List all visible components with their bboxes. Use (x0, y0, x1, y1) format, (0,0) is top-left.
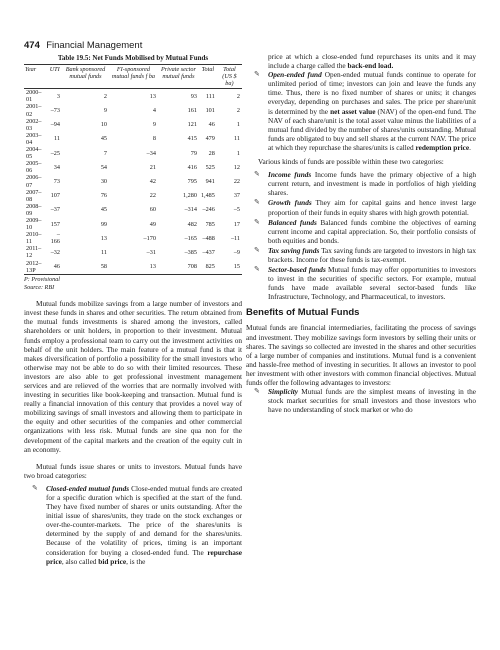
fund-kind-term: Sector-based funds (268, 265, 326, 275)
fund-kind-term: Income funds (268, 170, 312, 180)
fund-kind-term: Growth funds (268, 198, 312, 208)
table-cell: 1 (236, 149, 240, 157)
table-cell: 99 (100, 220, 107, 228)
table-note-provisional: P: Provisional (24, 275, 61, 283)
table-cell: 3 (56, 92, 60, 100)
table-cell: 111 (206, 92, 215, 100)
table-cell: 79 (190, 149, 197, 157)
table-cell: 708 (158, 260, 199, 275)
table-row (24, 203, 242, 217)
pencil-hand-icon: ✎ (254, 265, 260, 274)
table-cell: 2012–13P (24, 260, 47, 275)
table-cell: –385 (184, 248, 197, 256)
page-header (24, 40, 142, 51)
left-column (24, 52, 242, 567)
table-cell: 1 (236, 121, 240, 129)
table-cell: 1,280 (183, 192, 197, 200)
table-cell: 10 (100, 121, 107, 129)
paragraph-benefits: Mutual funds are financial intermediaries, facilitating the process of savings and investment. They mobilize savings form investors by selling their units or shares. The savings so collected are invested in the shares and other securities of a large number of companies and institutions. Mutual fund is a convenient and hassle-free method of investing in securities. It allows an investor to pool her investment with other investors with common financial objectives. Mutual funds offer the following advantages to investors: (246, 323, 476, 387)
paragraph-intro: Mutual funds mobilize savings from a large number of investors and invest these funds in shares and other securities. The return obtained from the mutual funds investments is shared among the investors, called shareholders or unit holders, in proportion to their investment. Mutual funds employ a professional team to carry out the investment activities on behalf of the unit holders. The main feature of a mutual fund is that it makes diversification of portfolio a possibility for the small investors who otherwise may not be able to do so with their limited resources. These investors are also able to get professional investment management services and are relieved of the worries that are normally involved with investing in securities like book-keeping and transaction. Mutual fund is really a financial innovation of this century that provides a novel way of mobilizing savings of small investors and allowing them to participate in the equity and other securities of the companies and other commercial organizations with less risk. Mutual funds are sine qua non for the development of the capital markets and the creation of the equity cult in an economy. (24, 299, 242, 454)
table-row (24, 146, 242, 160)
table-caption: Table 19.5: Net Funds Mobilised by Mutual Funds (57, 54, 209, 62)
table-cell: 93 (190, 92, 197, 100)
table-cell: 101 (205, 107, 215, 115)
pencil-hand-icon: ✎ (254, 170, 260, 179)
table-row (24, 132, 242, 146)
table-cell: 15 (217, 260, 242, 275)
text-span: , is the (126, 556, 146, 566)
table-cell: 13 (109, 260, 158, 275)
list-item-fund-kind (246, 246, 476, 264)
table-cell: 8 (152, 135, 156, 143)
text-span: Mutual funds are the simplest means of investing in the stock market securities for small investors and those investors who have no understanding of stock market or who do (268, 387, 476, 415)
table-cell: 34 (53, 163, 60, 171)
fund-kind-text: Balanced funds combine the objectives of earning current income and capital appreciation. So, their portfolio consists of both equities and bonds. (268, 217, 477, 245)
term-simplicity: Simplicity (268, 387, 298, 397)
pencil-hand-icon: ✎ (254, 387, 260, 396)
table-cell: 107 (50, 192, 60, 200)
table-cell: 11 (101, 248, 107, 256)
table-cell: 785 (205, 220, 215, 228)
table-cell: 161 (187, 107, 197, 115)
table-cell: 795 (187, 177, 197, 185)
table-body (24, 89, 242, 274)
text-span: Open-ended mutual funds continue to operate for unlimited period of time; investors can join and leave the funds any time. Thus, there is no fixed number of shares or units; it changes everyday, depending on purchases and sales. The price per share/unit is determined by the (268, 70, 476, 116)
page-number: 474 (24, 40, 40, 51)
table-cell: 76 (100, 192, 107, 200)
table-cell: 46 (47, 260, 62, 275)
col-header: Total (199, 65, 217, 89)
table-cell: 2 (236, 92, 240, 100)
table-cell: –246 (202, 206, 215, 214)
table-cell: 157 (50, 220, 60, 228)
funds-table (24, 64, 242, 275)
table-row (24, 245, 242, 259)
table-cell: 54 (100, 163, 107, 171)
kinds-list (246, 170, 476, 301)
table-cell: 2 (103, 92, 107, 100)
table-cell: 2002–03 (26, 117, 42, 132)
table-cell: 2000–01 (26, 89, 42, 104)
pencil-hand-icon: ✎ (254, 198, 260, 207)
table-cell: 2011–12 (26, 245, 42, 260)
table-cell: 2010–11 (26, 231, 42, 246)
text-span: . (469, 142, 471, 152)
right-column (246, 52, 476, 415)
table-cell: 2005–06 (26, 160, 42, 175)
table-cell: 1,485 (200, 192, 215, 200)
table-row (24, 217, 242, 231)
table-cell: 479 (205, 135, 215, 143)
text-span: Close-ended mutual funds are created for a specific duration which is specified at the start of the fund. They have fixed number of shares or units outstanding. After the initial issue of shares/units, they trade on the stock exchanges or over-the-counter-markets. The price of the shares/units is determined by the supply of and demand for the shares/units. Because of the volatility of prices, timing is an important consideration for buying a closed-ended fund. The (46, 483, 243, 557)
table-cell: 11 (54, 135, 60, 143)
table-header-row (24, 65, 242, 89)
table-cell: 45 (100, 135, 107, 143)
table-cell: 17 (233, 220, 240, 228)
pencil-hand-icon: ✎ (254, 245, 260, 254)
table-row (24, 260, 242, 275)
table-cell: –5 (233, 206, 240, 214)
table-row (24, 103, 242, 117)
term-redemption-price: redemption price (415, 142, 470, 152)
table-cell: –34 (146, 149, 156, 157)
table-cell: 4 (152, 107, 156, 115)
table-cell: 58 (62, 260, 109, 275)
table-cell: –437 (202, 248, 215, 256)
text-span: (NAV) of the open-end fund. The NAV of each share/unit is the total asset value minus the liabilities of a mutual fund divided by the number of shares/units outstanding. Mutual funds are obligated to buy and sell shares at the current NAV. The price at which they repurchase the shares/units is called (268, 106, 476, 152)
fund-kind-term: Tax saving funds (268, 245, 320, 255)
table-row (24, 160, 242, 174)
list-item-fund-kind (246, 170, 476, 197)
table-cell: 7 (103, 149, 107, 157)
table-cell: –9 (233, 248, 240, 256)
term-closed-ended: Closed-ended mutual funds (46, 483, 130, 493)
list-item-open-ended (246, 70, 476, 152)
paragraph-kinds-intro: Various kinds of funds are possible within these two categories: (258, 157, 444, 167)
table-cell: –94 (50, 121, 60, 129)
fund-kind-text: Tax saving funds are targeted to investors in high tax brackets. Income for these funds is tax-exempt. (268, 245, 476, 264)
fund-kind-text: They aim for capital gains and hence invest large proportion of their funds in equity shares with high growth potential. (268, 198, 476, 217)
list-item-fund-kind (246, 265, 476, 301)
table-cell: 46 (208, 121, 215, 129)
table-cell: 22 (233, 177, 240, 185)
running-title: Financial Management (46, 40, 143, 51)
table-cell: 9 (152, 121, 156, 129)
section-heading: Benefits of Mutual Funds (246, 307, 360, 319)
table-cell: 30 (100, 177, 107, 185)
table-cell: –32 (50, 248, 60, 256)
table-cell: 2007–08 (26, 188, 42, 203)
table-cell: 482 (187, 220, 197, 228)
table-cell: 2 (236, 107, 240, 115)
table-cell: –165 (184, 234, 197, 242)
table-cell: 416 (187, 163, 197, 171)
table-row (24, 89, 242, 104)
term-bid-price: bid price (98, 556, 127, 566)
fund-kind-term: Balanced funds (268, 217, 317, 227)
table-cell: 941 (205, 177, 215, 185)
pencil-hand-icon: ✎ (254, 217, 260, 226)
table-cell: 73 (53, 177, 60, 185)
table-cell: 60 (149, 206, 156, 214)
table-row (24, 231, 242, 245)
fund-kind-text: Mutual funds may offer opportunities to investors to invest in the securities of specific sectors. For example, mutual funds have made available several sector-based funds like Infrastructure, Technology, and Pharmaceutical, to investors. (268, 265, 476, 302)
table-cell: –11 (230, 234, 240, 242)
table-cell: –31 (146, 248, 156, 256)
term-repurchase-price: repurchase price (46, 547, 242, 566)
pencil-hand-icon: ✎ (254, 70, 260, 79)
term-open-ended: Open-ended fund (268, 70, 322, 80)
table-cell: 37 (233, 192, 240, 200)
table-cell: 2009–10 (26, 216, 42, 232)
list-item-fund-kind (246, 198, 476, 216)
col-header: Private sector mutual funds (158, 65, 199, 89)
paragraph-categories: Mutual funds issue shares or units to investors. Mutual funds have two broad categories: (24, 461, 242, 480)
col-header: Year (24, 65, 47, 89)
table-cell: 21 (149, 163, 156, 171)
table-cell: 121 (187, 121, 197, 129)
table-row (24, 189, 242, 203)
table-cell: –37 (50, 206, 60, 214)
table-cell: 2008–09 (26, 202, 42, 217)
col-header: FI-sponsored mutual funds f ba (109, 65, 158, 89)
table-cell: 49 (149, 220, 156, 228)
text-span: , also called (61, 556, 99, 566)
table-cell: –25 (50, 149, 60, 157)
table-row (24, 118, 242, 132)
table-cell: 12 (233, 163, 240, 171)
table-cell: 2003–04 (26, 131, 42, 146)
term-back-end-load: back-end load. (347, 61, 394, 71)
table-cell: 9 (103, 107, 107, 115)
table-cell: 42 (149, 177, 156, 185)
list-item-fund-kind (246, 218, 476, 245)
term-net-asset-value: net asset value (330, 106, 376, 116)
table-cell: 28 (208, 149, 215, 157)
table-cell: 525 (205, 163, 215, 171)
list-item-closed-ended (24, 484, 242, 566)
table-cell: 13 (100, 234, 107, 242)
pencil-hand-icon: ✎ (32, 483, 38, 492)
table-row (24, 174, 242, 188)
closed-ended-continued (246, 52, 476, 70)
table-cell: –170 (143, 234, 156, 242)
col-header: Bank sponsored mutual funds (62, 65, 109, 89)
col-header: UTI (47, 65, 62, 89)
col-header: Total (US $ ba) (217, 65, 242, 89)
table-cell: 2001–02 (26, 103, 42, 118)
text-span: price at which a close-ended fund repurchases its units and it may include a charge called the (268, 52, 476, 71)
table-cell: –166 (50, 231, 60, 246)
table-cell: 13 (149, 92, 156, 100)
table-cell: 415 (187, 135, 197, 143)
table-cell: 2006–07 (26, 174, 42, 189)
table-source: Source: RBI (24, 283, 55, 291)
table-cell: 45 (100, 206, 107, 214)
table-cell: 11 (234, 135, 240, 143)
fund-kind-text: Income funds have the primary objective of a high current return, and investment is made in portfolios of high yielding shares. (268, 170, 476, 198)
table-cell: 22 (149, 192, 156, 200)
list-item-simplicity (246, 387, 476, 414)
table-cell: –314 (184, 206, 197, 214)
table-cell: –488 (202, 234, 215, 242)
table-cell: 2004–05 (26, 146, 42, 161)
table-cell: –73 (50, 107, 60, 115)
table-cell: 825 (199, 260, 217, 275)
